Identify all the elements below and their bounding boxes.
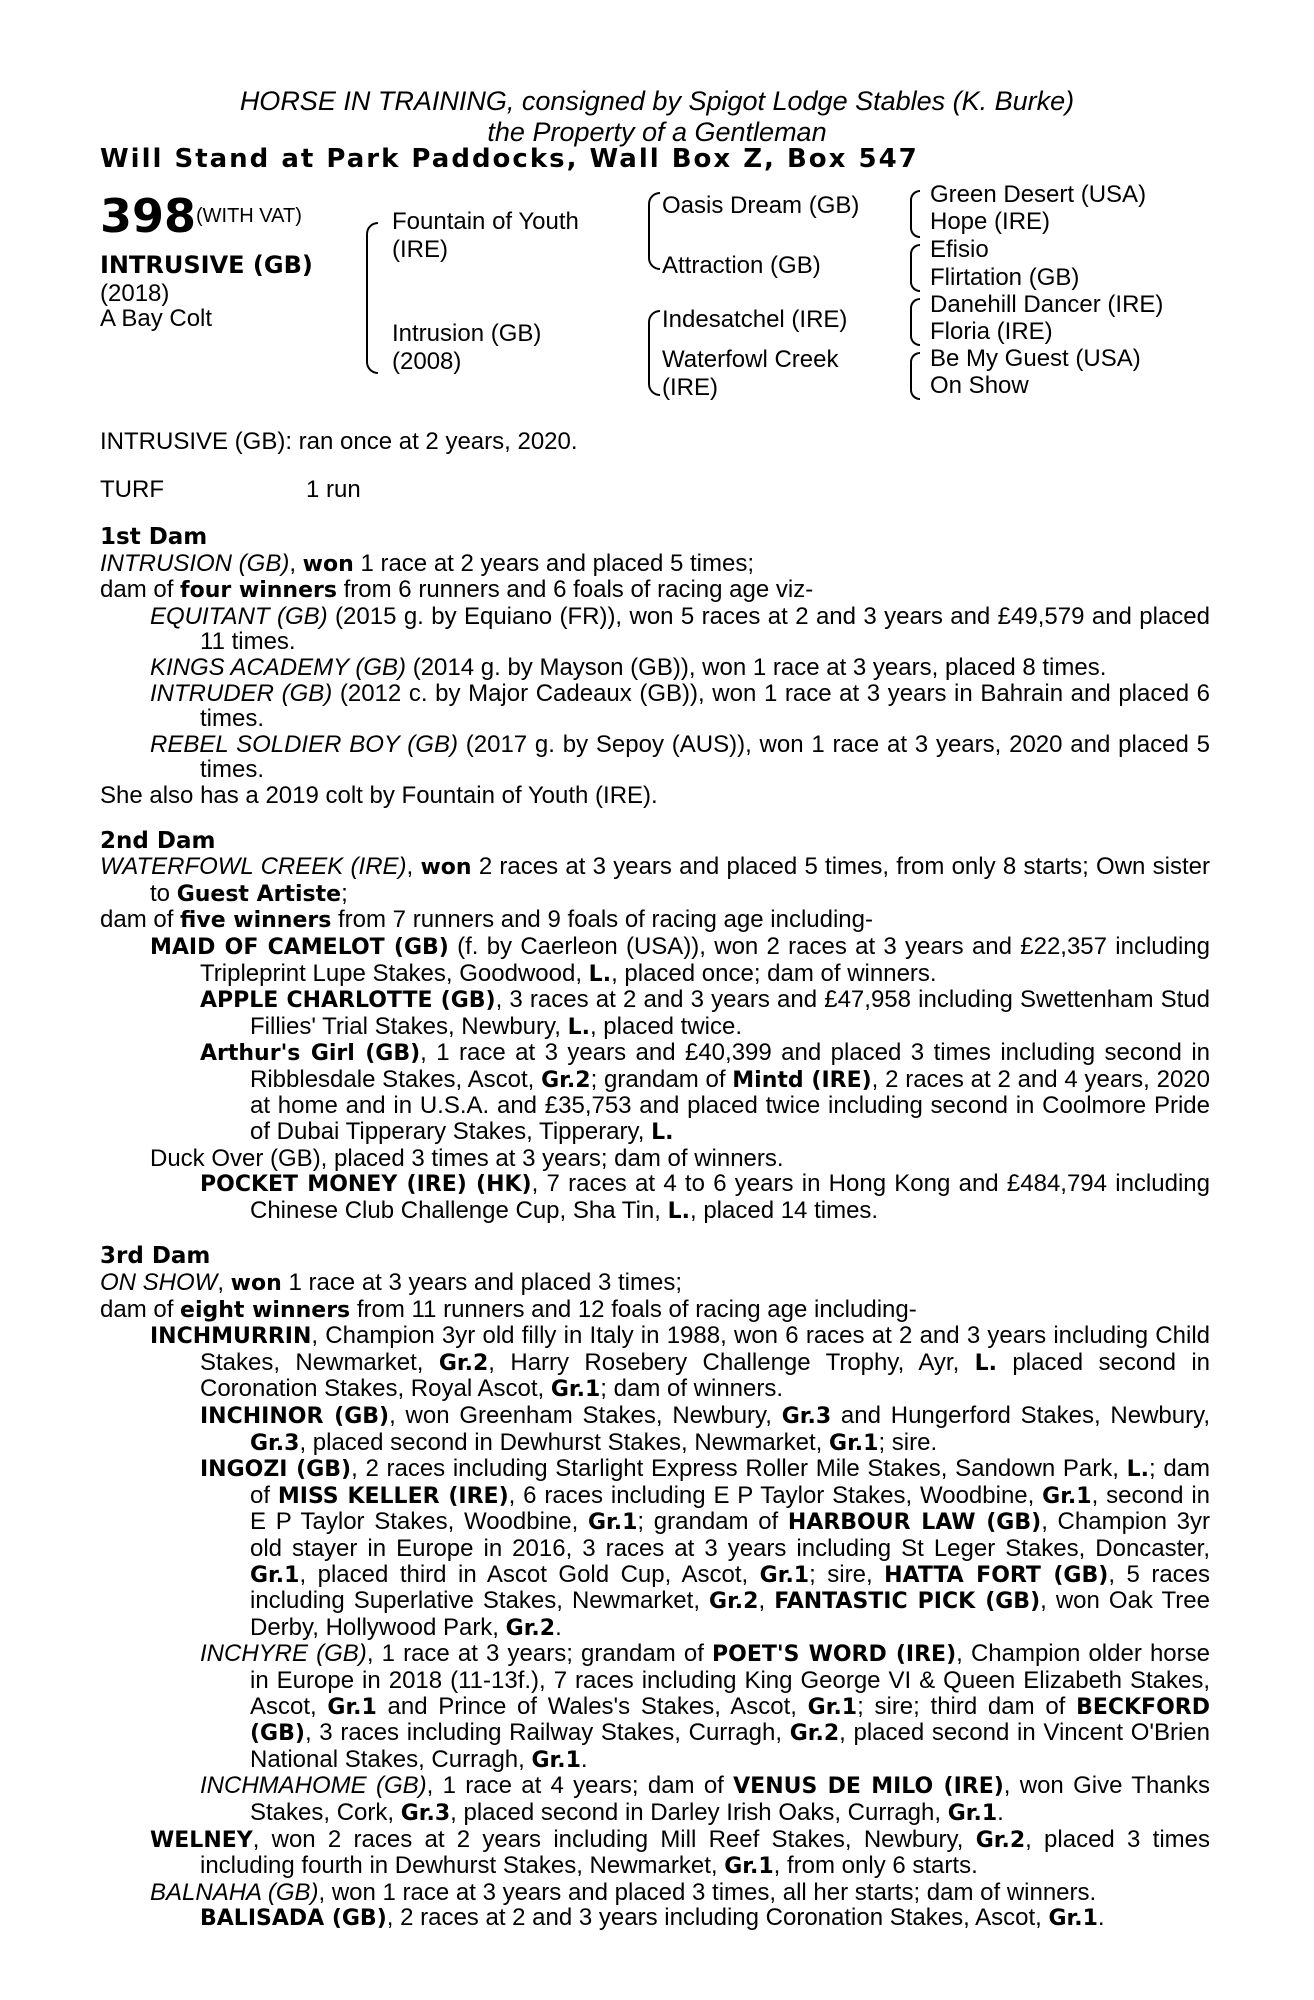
horse-year: (2018) [100, 280, 170, 307]
dd-sire: Be My Guest (USA) [930, 345, 1141, 372]
pedigree-bracket-ds [910, 298, 920, 346]
vat-note: (WITH VAT) [196, 205, 302, 227]
dam-dam: Waterfowl Creek [662, 346, 839, 373]
sd-dam: Flirtation (GB) [930, 264, 1080, 291]
first-dam-produce: dam of four winners from 6 runners and 6 foals of racing age viz- [100, 576, 814, 604]
pedigree-bracket-dd [910, 352, 920, 400]
dam-name: Intrusion (GB) [392, 320, 542, 347]
produce-entry: EQUITANT (GB) (2015 g. by Equiano (FR)), won 5 races at 2 and 3 years and £49,579 and placed 11 times. [150, 602, 1210, 656]
produce-entry: INCHMURRIN, Champion 3yr old filly in Italy in 1988, won 6 races at 2 and 3 years including Child Stakes, Newmarket, Gr.2, Harry Rosebery Challenge Trophy, Ayr, L. placed second in Coronation Stakes, Royal Ascot, Gr.1; dam of winners. [150, 1322, 1211, 1403]
first-dam-title: 1st Dam [100, 524, 208, 550]
pedigree-bracket-dam [648, 310, 660, 396]
dam-details [100, 525, 1210, 1932]
turf-label: TURF [100, 476, 164, 503]
dam-dam-suffix: (IRE) [662, 374, 718, 401]
produce-entry: INCHMAHOME (GB), 1 race at 4 years; dam of VENUS DE MILO (IRE), won Give Thanks Stakes, Cork, Gr.3, placed second in Darley Irish Oaks, Curragh, Gr.1. [200, 1772, 1210, 1826]
ds-dam: Floria (IRE) [930, 318, 1053, 345]
produce-entry: BALNAHA (GB), won 1 race at 3 years and placed 3 times, all her starts; dam of winners. [150, 1878, 1097, 1906]
header-property: the Property of a Gentleman [487, 117, 827, 147]
ss-sire: Green Desert (USA) [930, 181, 1147, 208]
produce-entry: WELNEY, won 2 races at 2 years including Mill Reef Stakes, Newbury, Gr.2, placed 3 times including fourth in Dewhurst Stakes, Newmarket, Gr.1, from only 6 starts. [150, 1825, 1210, 1880]
dam-year: (2008) [392, 348, 462, 375]
produce-entry: APPLE CHARLOTTE (GB), 3 races at 2 and 3 years and £47,958 including Swettenham Stud Fillies' Trial Stakes, Newbury, L., placed twice. [200, 986, 1210, 1040]
ss-dam: Hope (IRE) [930, 208, 1051, 235]
produce-entry: INGOZI (GB), 2 races including Starlight Express Roller Mile Stakes, Sandown Park, L.; dam of MISS KELLER (IRE), 6 races including E P Taylor Stakes, Woodbine, Gr.1, second in E P Taylor Stakes, Woodbine, Gr.1; grandam of HARBOUR LAW (GB), Champion 3yr old stayer in Europe in 2016, 3 races at 3 years including St Leger Stakes, Doncaster, Gr.1, placed third in Ascot Gold Cup, Ascot, Gr.1; sire, HATTA FORT (GB), 5 races including Superlative Stakes, Newmarket, Gr.2, FANTASTIC PICK (GB), won Oak Tree Derby, Hollywood Park, Gr.2. [200, 1455, 1211, 1641]
produce-entry: INTRUDER (GB) (2012 c. by Major Cadeaux (GB)), won 1 race at 3 years in Bahrain and placed 6 times. [150, 679, 1210, 733]
second-dam-title: 2nd Dam [100, 827, 216, 854]
produce-entry: INCHINOR (GB), won Greenham Stakes, Newbury, Gr.3 and Hungerford Stakes, Newbury, Gr.3, placed second in Dewhurst Stakes, Newmarket, Gr.1; sire. [200, 1402, 1210, 1456]
dam-sire: Indesatchel (IRE) [662, 306, 848, 333]
second-dam-line: WATERFOWL CREEK (IRE), won 2 races at 3 years and placed 5 times, from only 8 starts; Own sister to Guest Artiste; [100, 853, 1210, 907]
turf-runs: 1 run [306, 476, 361, 503]
third-dam-title: 3rd Dam [100, 1243, 211, 1270]
header-location: Will Stand at Park Paddocks, Wall Box Z, Box 547 [100, 144, 919, 174]
sire-dam: Attraction (GB) [662, 252, 821, 279]
horse-description: A Bay Colt [100, 305, 213, 332]
lot-number: 398 [100, 189, 197, 243]
sire-suffix: (IRE) [392, 236, 448, 263]
sd-sire: Efisio [930, 236, 989, 263]
produce-entry: INCHYRE (GB), 1 race at 3 years; grandam of POET'S WORD (IRE), Champion older horse in Europe in 2018 (11-13f.), 7 races including King George VI & Queen Elizabeth Stakes, Ascot, Gr.1 and Prince of Wales's Stakes, Ascot, Gr.1; sire; third dam of BECKFORD (GB), 3 races including Railway Stakes, Curragh, Gr.2, placed second in Vincent O'Brien National Stakes, Curragh, Gr.1. [200, 1640, 1210, 1773]
third-dam-line: ON SHOW, won 1 race at 3 years and placed 3 times; [100, 1269, 682, 1297]
produce-entry: MAID OF CAMELOT (GB) (f. by Caerleon (USA)), won 2 races at 3 years and £22,357 including Tripleprint Lupe Stakes, Goodwood, L., placed once; dam of winners. [150, 932, 1211, 987]
produce-entry: Duck Over (GB), placed 3 times at 3 years; dam of winners. [150, 1144, 784, 1172]
pedigree-bracket-gen1 [366, 222, 378, 374]
produce-entry: REBEL SOLDIER BOY (GB) (2017 g. by Sepoy (AUS)), won 1 race at 3 years, 2020 and placed 5 times. [150, 730, 1211, 784]
pedigree-bracket-ss [910, 190, 920, 238]
third-dam-produce: dam of eight winners from 11 runners and 12 foals of racing age including- [100, 1295, 917, 1323]
pedigree-bracket-sire [648, 192, 660, 270]
header-consignor: HORSE IN TRAINING, consigned by Spigot Lodge Stables (K. Burke) [239, 86, 1075, 116]
ds-sire: Danehill Dancer (IRE) [930, 291, 1164, 318]
horse-name: INTRUSIVE (GB) [100, 251, 313, 279]
produce-entry: POCKET MONEY (IRE) (HK), 7 races at 4 to 6 years in Hong Kong and £484,794 including Chinese Club Challenge Cup, Sha Tin, L., placed 14 times. [200, 1170, 1210, 1224]
produce-entry: KINGS ACADEMY (GB) (2014 g. by Mayson (GB)), won 1 race at 3 years, placed 8 times. [150, 653, 1107, 681]
pedigree-bracket-sd [910, 244, 920, 292]
sire-name: Fountain of Youth [392, 208, 579, 235]
first-dam-line: INTRUSION (GB), won 1 race at 2 years and placed 5 times; [100, 549, 754, 577]
produce-entry: BALISADA (GB), 2 races at 2 and 3 years including Coronation Stakes, Ascot, Gr.1. [200, 1904, 1105, 1932]
produce-entry: Arthur's Girl (GB), 1 race at 3 years and £40,399 and placed 3 times including second in Ribblesdale Stakes, Ascot, Gr.2; grandam of Mintd (IRE), 2 races at 2 and 4 years, 2020 at home and in U.S.A. and £35,753 and placed twice including second in Coolmore Pride of Dubai Tipperary Stakes, Tipperary, L. [200, 1039, 1211, 1146]
sire-sire: Oasis Dream (GB) [662, 192, 860, 219]
second-dam-produce: dam of five winners from 7 runners and 9 foals of racing age including- [100, 906, 873, 934]
dd-dam: On Show [930, 372, 1029, 399]
race-summary: INTRUSIVE (GB): ran once at 2 years, 2020. [100, 428, 578, 455]
produce-note: She also has a 2019 colt by Fountain of Youth (IRE). [100, 781, 658, 809]
